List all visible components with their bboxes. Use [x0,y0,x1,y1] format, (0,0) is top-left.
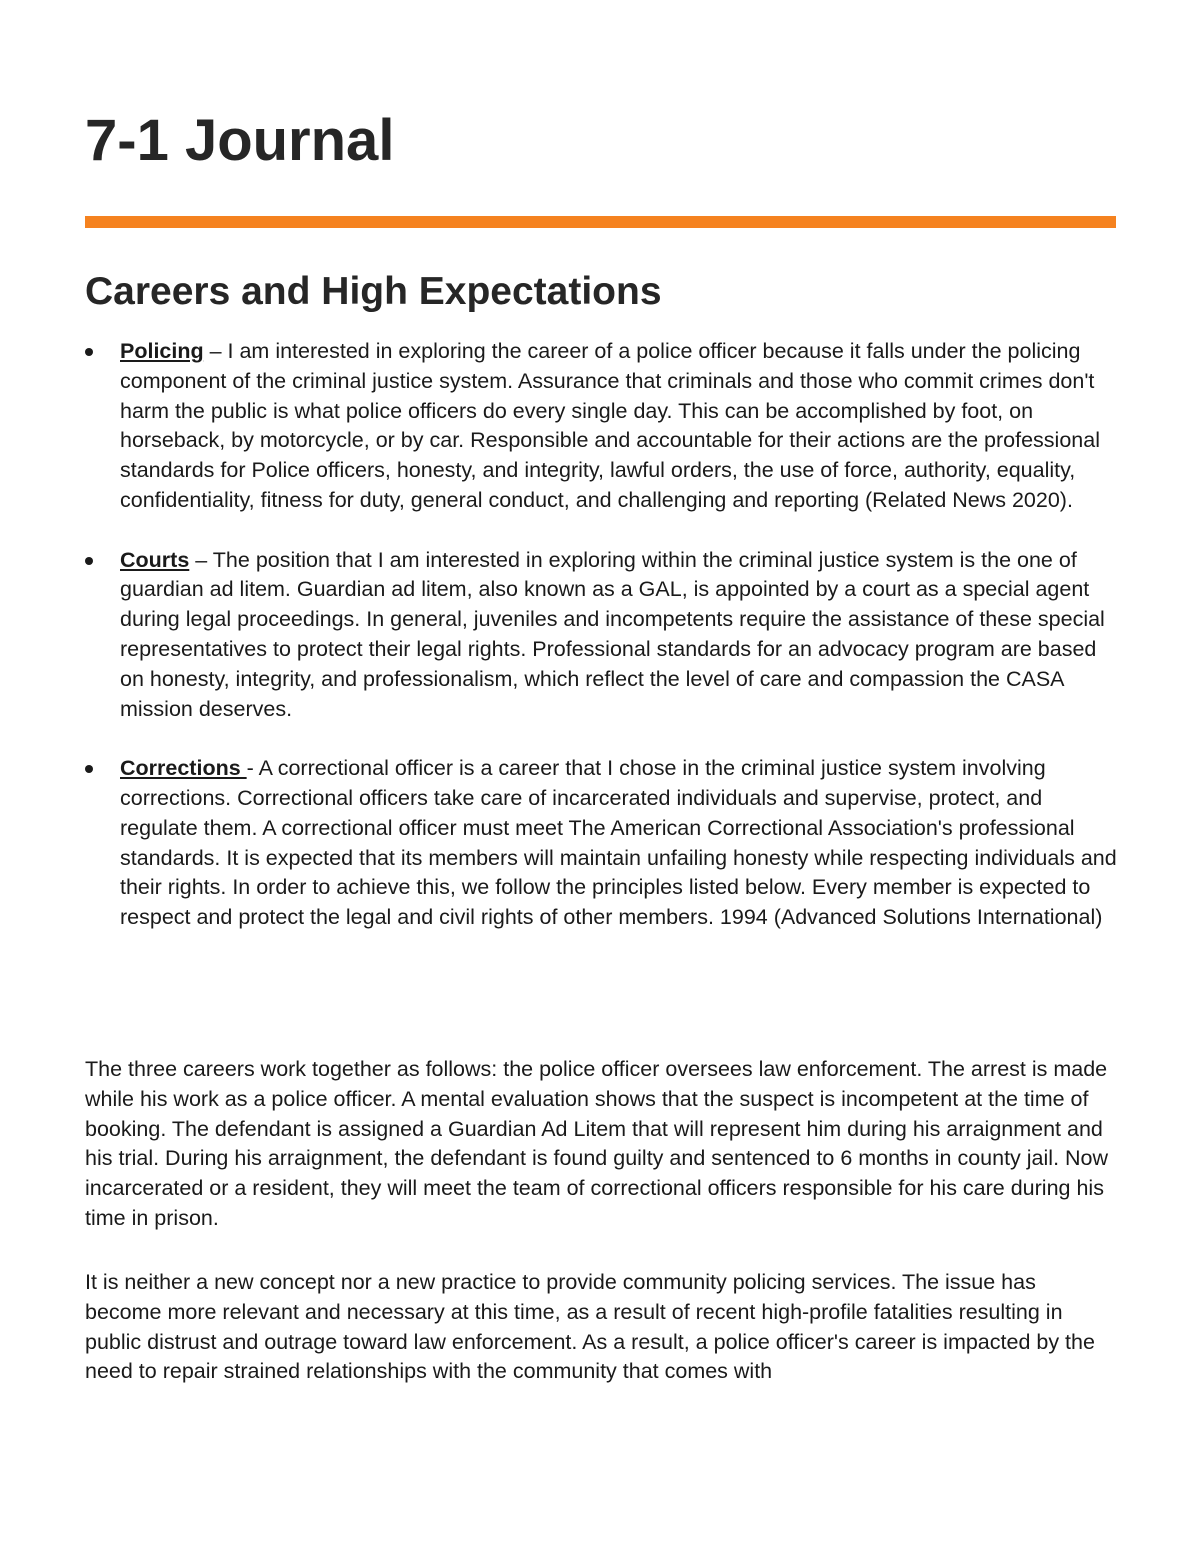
bullet-term: Corrections [120,756,247,781]
bullet-item-policing [85,337,1117,516]
bullet-item-corrections [85,754,1117,933]
body-paragraph: The three careers work together as follows: the police officer oversees law enforcement. The arrest is made while his work as a police officer. A mental evaluation shows that the suspect is incompetent at the time of booking. The defendant is assigned a Guardian Ad Litem that will represent him during his arraignment and his trial. During his arraignment, the defendant is found guilty and sentenced to 6 months in county jail. Now incarcerated or a resident, they will meet the team of correctional officers responsible for his care during his time in prison. [85,1057,1109,1230]
bullet-term: Policing [120,339,204,363]
document-title: 7-1 Journal [85,108,395,173]
bullet-text: - A correctional officer is a career that I chose in the criminal justice system involving corrections. Correctional officers take care of incarcerated individuals and supervise, protect, and regulate them. A correctional officer must meet The American Correctional Association's professional standards. It is expected that its members will maintain unfailing honesty while respecting individuals and their rights. In order to achieve this, we follow the principles listed below. Every member is expected to respect and protect the legal and civil rights of other members. 1994 (Advanced Solutions International) [120,756,1117,930]
body-paragraph: It is neither a new concept nor a new practice to provide community policing services. The issue has become more relevant and necessary at this time, as a result of recent high-profile fatalities resulting in public distrust and outrage toward law enforcement. As a result, a police officer's career is impacted by the need to repair strained relationships with the community that comes with [85,1270,1095,1384]
bullet-text: – I am interested in exploring the career of a police officer because it falls under the policing component of the criminal justice system. Assurance that criminals and those who commit crimes don't harm the public is what police officers do every single day. This can be accomplished by foot, on horseback, by motorcycle, or by car. Responsible and accountable for their actions are the professional standards for Police officers, honesty, and integrity, lawful orders, the use of force, authority, equality, confidentiality, fitness for duty, general conduct, and challenging and reporting (Related News 2020). [120,339,1100,512]
bullet-icon [85,765,93,773]
bullet-term: Courts [120,547,190,572]
bullet-icon [85,557,93,565]
bullet-icon [85,348,93,356]
title-divider [85,216,1116,228]
section-heading: Careers and High Expectations [85,270,662,313]
bullet-item-courts [85,546,1117,725]
bullet-text: – The position that I am interested in exploring within the criminal justice system is the one of guardian ad litem. Guardian ad litem, also known as a GAL, is appointed by a court as a special agent during legal proceedings. In general, juveniles and incompetents require the assistance of these special representatives to protect their legal rights. Professional standards for an advocacy program are based on honesty, integrity, and professionalism, which reflect the level of care and compassion the CASA mission deserves. [120,547,1105,721]
career-bullet-list [85,337,1117,963]
